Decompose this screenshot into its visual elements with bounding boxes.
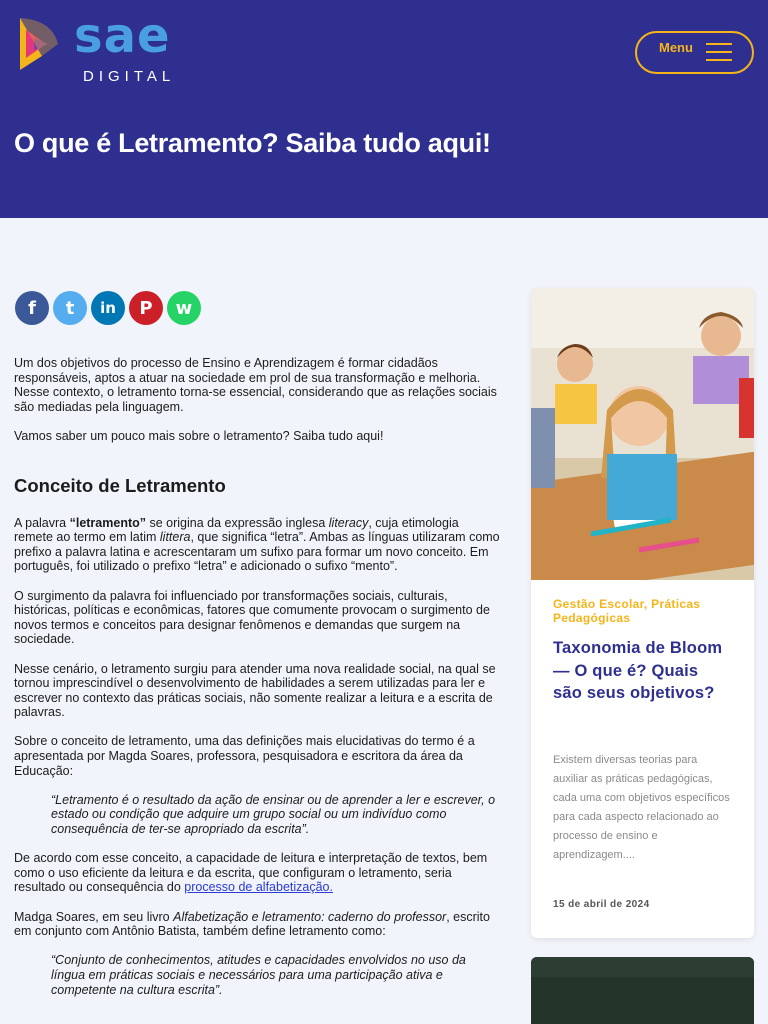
card-body (531, 580, 754, 910)
facebook-icon[interactable]: f (15, 291, 49, 325)
logo-mark-icon (12, 16, 68, 72)
classroom-photo (531, 288, 754, 580)
twitter-icon[interactable]: t (53, 291, 87, 325)
card-date: 15 de abril de 2024 (553, 898, 650, 910)
pinterest-icon[interactable]: P (129, 291, 163, 325)
paragraph-definition-intro: Sobre o conceito de letramento, uma das definições mais elucidativas do termo é a apresentada por Magda Soares, professora, pesquisadora e escritora da área da Educação: (14, 734, 475, 778)
card-category[interactable]: Gestão Escolar, Práticas Pedagógicas (553, 597, 701, 625)
section-heading: Conceito de Letramento (14, 474, 226, 496)
sae-digital-logo[interactable] (12, 8, 182, 86)
quote-batista: “Conjunto de conhecimentos, atitudes e capacidades envolvidos no uso da língua em práticas sociais e necessários para uma participação ativa e competente na cultura escrita”. (51, 953, 466, 997)
paragraph-book: Madga Soares, em seu livro Alfabetização e letramento: caderno do professor, escrito em conjunto com Antônio Batista, também define letramento como: (14, 909, 490, 939)
hamburger-icon (706, 43, 732, 63)
share-bar (15, 291, 201, 325)
menu-label: Menu (659, 40, 693, 55)
page-title: O que é Letramento? Saiba tudo aqui! (14, 128, 491, 158)
logo-wordmark: sae (74, 8, 171, 64)
intro-paragraph: Um dos objetivos do processo de Ensino e Aprendizagem é formar cidadãos responsáveis, aptos a atuar na sociedade em prol de sua transformação e melhoria. Nesse contexto, o letramento torna-se essencial, considerando que as relações sociais são mediadas pela linguagem. (14, 356, 497, 414)
menu-button[interactable] (635, 31, 754, 74)
card-title[interactable]: Taxonomia de Bloom — O que é? Quais são seus objetivos? (553, 639, 723, 702)
site-header (0, 0, 768, 218)
whatsapp-icon[interactable]: w (167, 291, 201, 325)
article-body (14, 356, 500, 1012)
linkedin-icon[interactable]: in (91, 291, 125, 325)
quote-soares: “Letramento é o resultado da ação de ensinar ou de aprender a ler e escrever, o estado ou condição que adquire um grupo social ou um indivíduo como consequência de ter-se apropriado da escrita”. (51, 792, 496, 837)
card-excerpt: Existem diversas teorias para auxiliar as práticas pedagógicas, cada uma com objetivos específicos para cada aspecto relacionado ao processo de ensino e aprendizagem.... (553, 753, 730, 861)
header-wave-divider (0, 190, 768, 220)
related-post-card-2[interactable] (531, 957, 754, 1024)
paragraph-context: Nesse cenário, o letramento surgiu para atender uma nova realidade social, na qual se tornou imprescindível o desenvolvimento de habilidades a serem utilizadas para ler e escrever no contexto das práticas sociais, não somente realizar a leitura e a escrita de palavras. (14, 661, 496, 720)
intro-question: Vamos saber um pouco mais sobre o letramento? Saiba tudo aqui! (14, 428, 384, 443)
related-post-card[interactable] (531, 288, 754, 938)
chalkboard-photo (531, 957, 754, 1024)
logo-subtitle: DIGITAL (83, 68, 176, 85)
alfabetizacao-link[interactable]: processo de alfabetização. (184, 880, 333, 895)
paragraph-etymology: A palavra “letramento” se origina da expressão inglesa literacy, cuja etimologia remete ao termo em latim littera, que significa “letra”. Ambas as línguas utilizaram como prefixo a palavra latina e acrescentaram um sufixo para formar um novo conceito. Em português, foi utilizado o prefixo “letra” e adicionado o sufixo “mento”. (14, 515, 500, 574)
paragraph-origin: O surgimento da palavra foi influenciado por transformações sociais, culturais, históricas, políticas e econômicas, fatores que comumente provocam o surgimento de novos termos e conceitos para designar fenômenos e demandas que surgem na sociedade. (14, 588, 490, 647)
paragraph-consequence: De acordo com esse conceito, a capacidade de leitura e interpretação de textos, bem como o uso eficiente da leitura e da escrita, que configuram o letramento, seria resultado ou consequência do processo de alfabetização. (14, 851, 488, 895)
